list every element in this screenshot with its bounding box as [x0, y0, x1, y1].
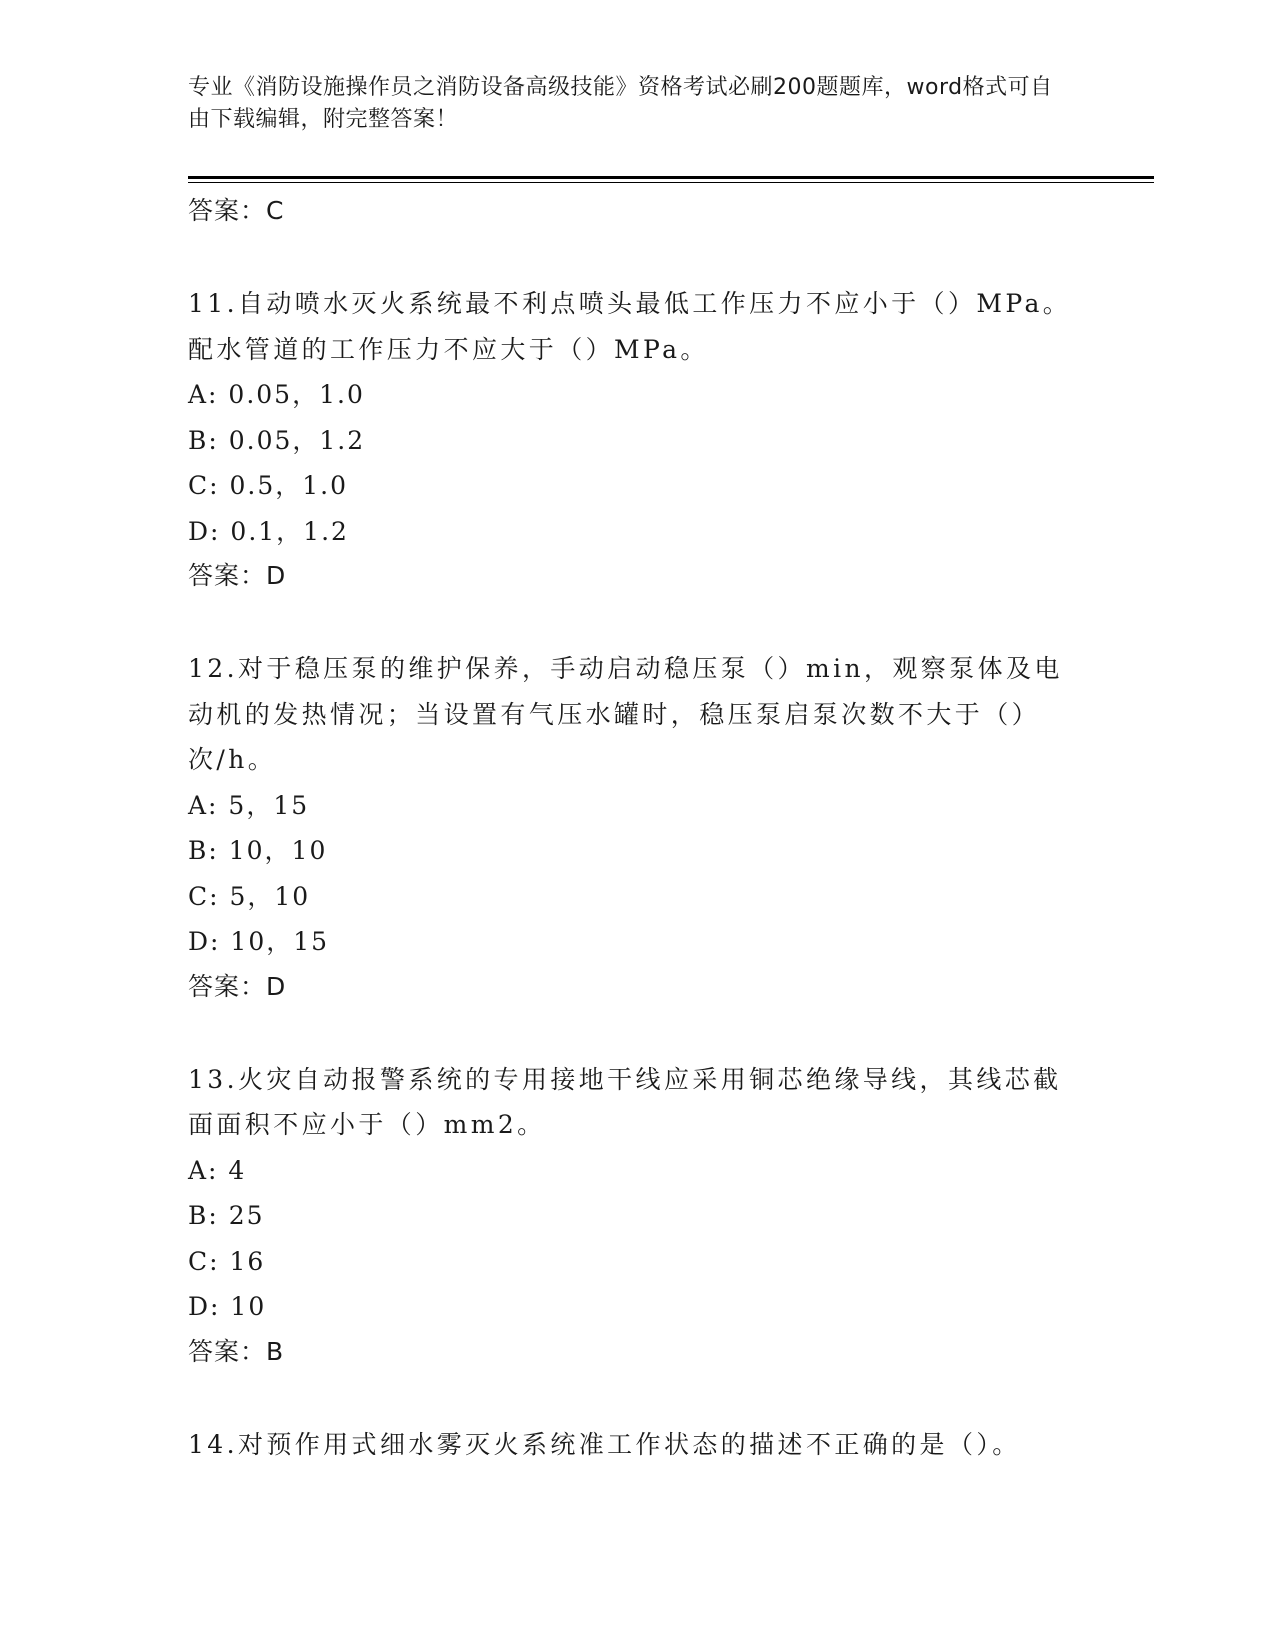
question-stem: 12.对于稳压泵的维护保养，手动启动稳压泵（）min，观察泵体及电动机的发热情况；当设置有气压水罐时，稳压泵启泵次数不大于（）次/h。: [188, 654, 1063, 774]
question-14: [188, 1422, 1088, 1468]
option-d: D: 10: [188, 1292, 267, 1321]
option-c: C: 5，10: [188, 881, 311, 911]
question-stem: 11.自动喷水灭火系统最不利点喷头最低工作压力不应小于（）MPa。配水管道的工作压力不应大于（）MPa。: [188, 289, 1072, 364]
option-a: A: 5，15: [188, 790, 310, 820]
question-stem: 14.对预作用式细水雾灭火系统准工作状态的描述不正确的是（）。: [188, 1429, 1021, 1459]
question-stem: 13.火灾自动报警系统的专用接地干线应采用铜芯绝缘导线，其线芯截面面积不应小于（）mm2。: [188, 1064, 1062, 1139]
option-d: D: 0.1，1.2: [188, 516, 349, 546]
answer: 答案：D: [188, 971, 287, 1001]
option-d: D: 10，15: [188, 927, 330, 956]
option-a: A: 0.05，1.0: [188, 380, 365, 409]
answer: 答案：D: [188, 561, 287, 590]
header-divider-thin: [188, 182, 1154, 183]
option-b: B: 0.05，1.2: [188, 425, 366, 455]
question-12: [188, 646, 1088, 1009]
document-header: 专业《消防设施操作员之消防设备高级技能》资格考试必刷200题题库，word格式可自由下载编辑，附完整答案！: [188, 75, 1053, 132]
previous-answer: 答案：C: [188, 196, 285, 225]
option-b: B: 10，10: [188, 836, 328, 865]
question-list: [188, 189, 1088, 1467]
answer: 答案：B: [188, 1336, 285, 1366]
option-b: B: 25: [188, 1201, 265, 1230]
question-13: [188, 1057, 1088, 1374]
question-11: [188, 281, 1088, 598]
option-c: C: 16: [188, 1246, 266, 1276]
option-c: C: 0.5，1.0: [188, 471, 349, 500]
header-divider-thick: [188, 176, 1154, 179]
option-a: A: 4: [188, 1155, 247, 1185]
